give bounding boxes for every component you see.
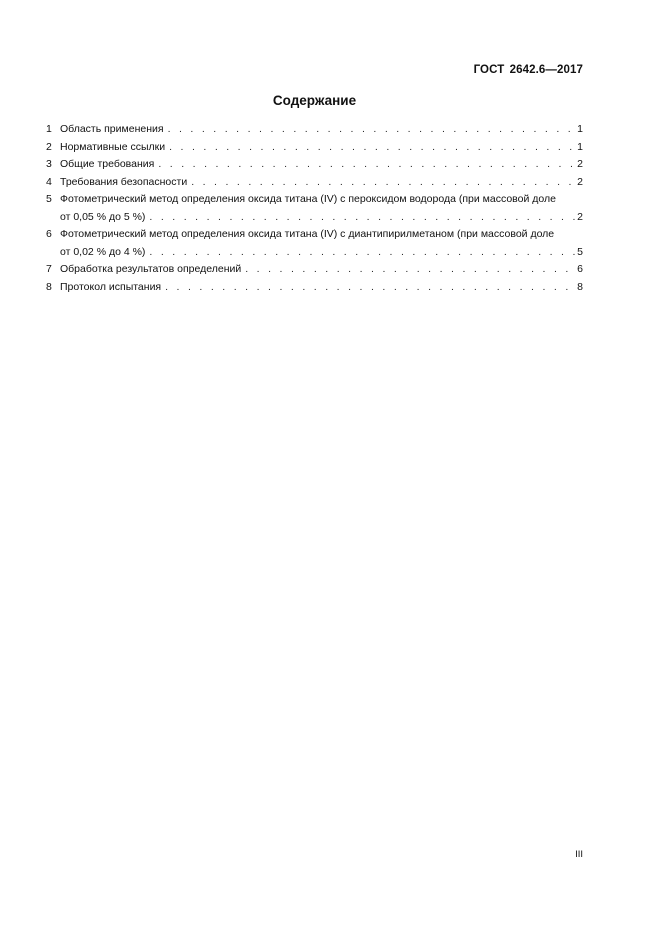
toc-entry-page: 1 xyxy=(577,123,583,135)
toc-entry-title-line: Фотометрический метод определения оксида титана (IV) с диантипирилметаном (при массовой доле xyxy=(60,228,555,240)
toc-dot-leader xyxy=(164,121,578,139)
toc-entry-title: от 0,02 % до 4 %) xyxy=(60,245,146,258)
toc-entry[interactable] xyxy=(46,174,583,192)
toc-entry-title: Требования безопасности xyxy=(60,175,188,188)
toc-entry-page: 1 xyxy=(577,140,583,153)
toc-dot-leader xyxy=(241,261,577,279)
page-number: III xyxy=(575,849,583,860)
toc-entry-title: Протокол испытания xyxy=(60,280,162,293)
toc-entry-title: Область применения xyxy=(60,123,164,135)
toc-entry[interactable] xyxy=(46,279,583,297)
toc-entry-page: 2 xyxy=(577,175,583,188)
toc-entry-title: Общие требования xyxy=(60,158,155,170)
toc-dot-leader xyxy=(161,279,577,297)
toc-entry[interactable] xyxy=(46,226,583,261)
toc-entry-number: 5 xyxy=(46,193,52,205)
toc-title: Содержание xyxy=(272,93,357,108)
toc-entry[interactable] xyxy=(46,121,583,139)
toc-entry-title: от 0,05 % до 5 %) xyxy=(60,210,146,223)
toc-entry-number: 2 xyxy=(46,140,52,153)
toc-dot-leader xyxy=(165,139,577,157)
document-code: ГОСТ 2642.6—2017 xyxy=(473,64,583,76)
toc-entry-page: 2 xyxy=(577,158,583,170)
toc-dot-leader xyxy=(187,174,577,192)
toc-entry-number: 1 xyxy=(46,123,52,135)
toc-entry-title-line: Фотометрический метод определения оксида титана (IV) с пероксидом водорода (при массовой доле xyxy=(60,193,556,205)
toc-entry-number: 6 xyxy=(46,228,52,240)
toc-entry[interactable] xyxy=(46,191,583,226)
toc-dot-leader xyxy=(145,209,577,227)
toc-entry-page: 5 xyxy=(577,245,583,258)
toc-entry-number: 3 xyxy=(46,158,52,170)
toc-entry-number: 7 xyxy=(46,263,52,275)
toc-entry-title: Обработка результатов определений xyxy=(60,263,242,275)
table-of-contents xyxy=(46,121,583,296)
toc-entry-number: 8 xyxy=(46,280,52,293)
toc-entry[interactable] xyxy=(46,139,583,157)
toc-entry[interactable] xyxy=(46,261,583,279)
toc-entry-page: 6 xyxy=(577,263,583,275)
toc-entry[interactable] xyxy=(46,156,583,174)
toc-entry-page: 8 xyxy=(577,280,583,293)
toc-entry-page: 2 xyxy=(577,210,583,223)
toc-entry-number: 4 xyxy=(46,175,52,188)
toc-entry-title: Нормативные ссылки xyxy=(60,140,166,153)
toc-dot-leader xyxy=(154,156,577,174)
toc-dot-leader xyxy=(145,244,577,262)
